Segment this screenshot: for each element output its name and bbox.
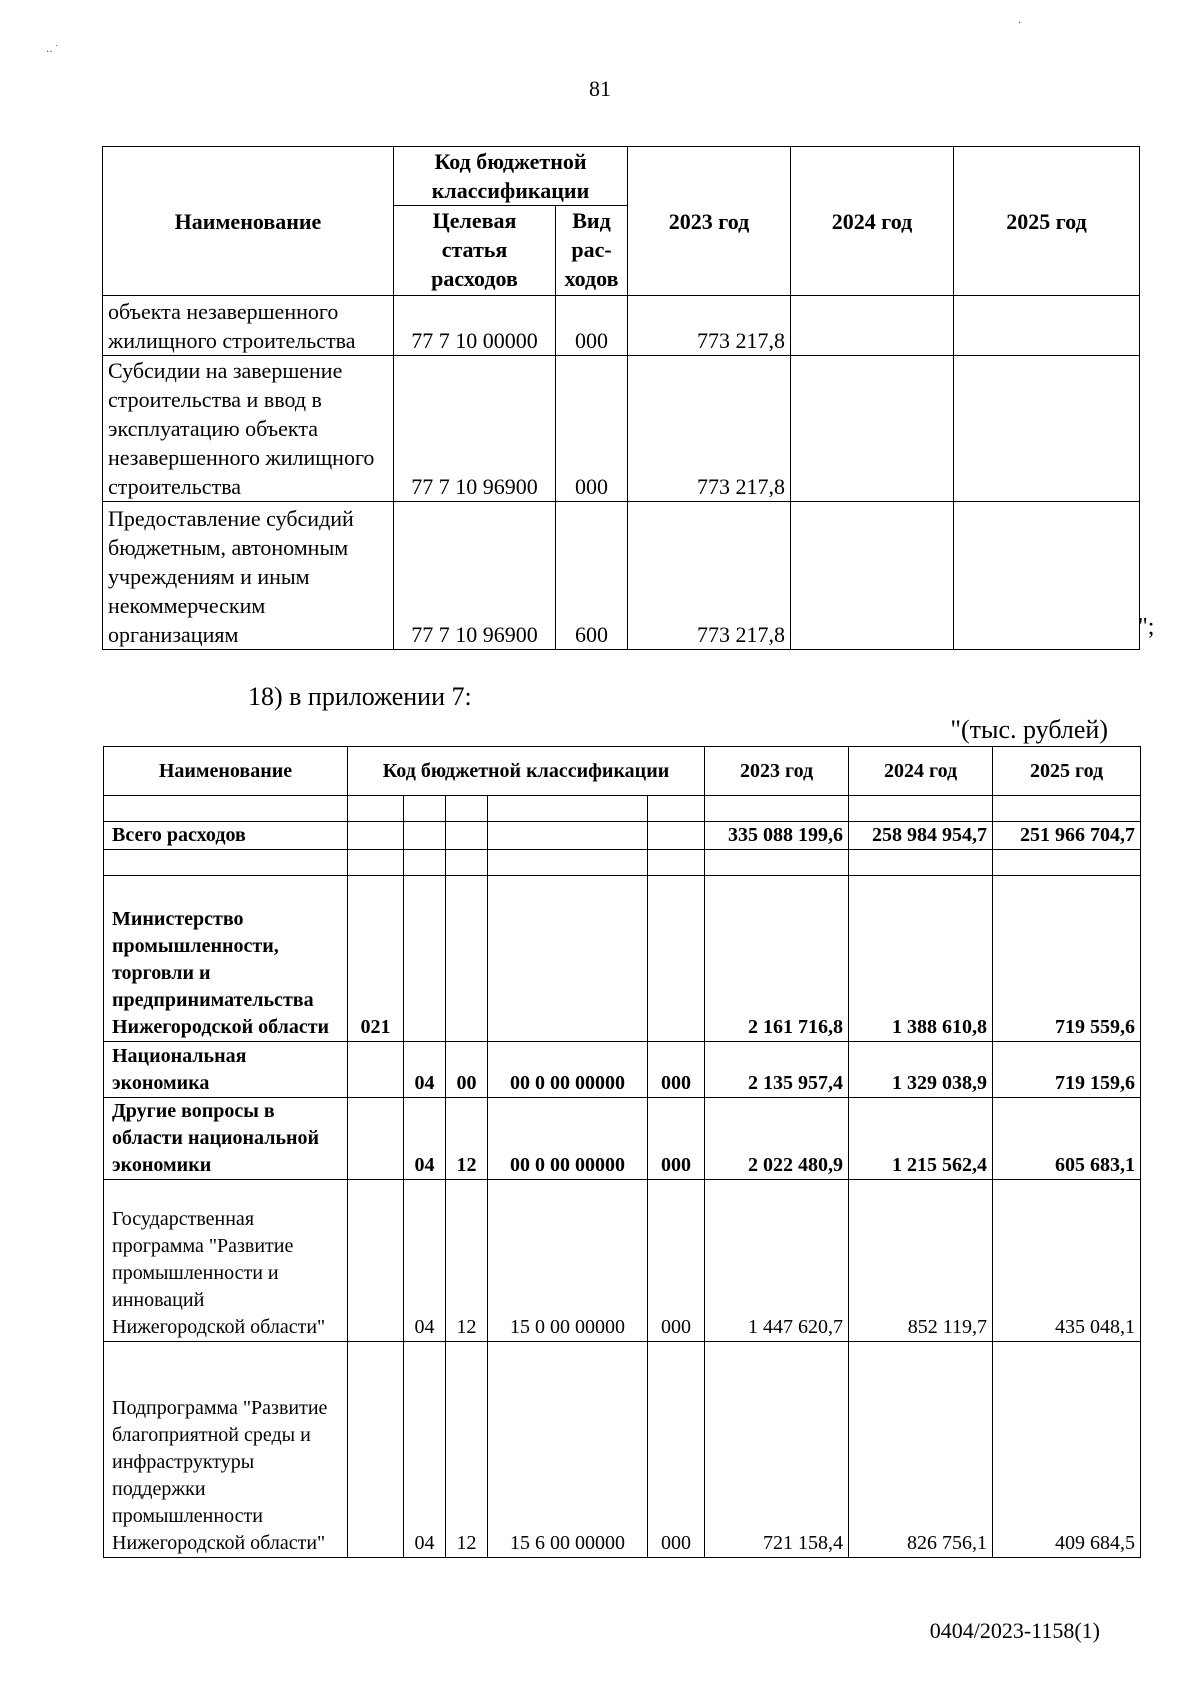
row-2024: 1 215 562,4 xyxy=(849,1098,993,1180)
row-2023: 2 135 957,4 xyxy=(705,1042,849,1098)
row-type: 000 xyxy=(556,296,628,356)
row-2023: 721 158,4 xyxy=(705,1342,849,1558)
document-code: 0404/2023-1158(1) xyxy=(929,1618,1100,1643)
row-2025 xyxy=(954,356,1140,502)
row-ved xyxy=(348,822,404,850)
row-2023: 1 447 620,7 xyxy=(705,1180,849,1342)
row-name: Субсидии на завершение строительства и ввод в эксплуатацию объекта незавершенного жилищного строительства xyxy=(103,356,394,502)
header-2024: 2024 год xyxy=(849,747,993,796)
header-2023: 2023 год xyxy=(628,147,791,296)
row-2024 xyxy=(791,502,954,650)
row-2024: 826 756,1 xyxy=(849,1342,993,1558)
row-2025: 605 683,1 xyxy=(993,1098,1141,1180)
spacer-row xyxy=(104,850,1141,876)
row-ved xyxy=(348,1098,404,1180)
row-2025: 719 559,6 xyxy=(993,876,1141,1042)
row-2025: 251 966 704,7 xyxy=(993,822,1141,850)
row-name: объекта незавершенного жилищного строительства xyxy=(103,296,394,356)
row-name: Министерство промышленности, торговли и предпринимательства Нижегородской области xyxy=(104,876,348,1042)
row-rz: 04 xyxy=(404,1098,446,1180)
row-2024: 1 388 610,8 xyxy=(849,876,993,1042)
section-label: 18) в приложении 7: xyxy=(248,682,472,711)
row-name: Всего расходов xyxy=(104,822,348,850)
row-pr: 12 xyxy=(446,1342,488,1558)
table-row xyxy=(104,1042,1141,1098)
scan-speck: ‥ ˙ xyxy=(46,44,59,55)
header-2025: 2025 год xyxy=(954,147,1140,296)
row-2025 xyxy=(954,296,1140,356)
row-2024 xyxy=(791,356,954,502)
header-expense-type: Вид рас-ходов xyxy=(556,206,628,296)
row-2023: 773 217,8 xyxy=(628,356,791,502)
row-2024 xyxy=(791,296,954,356)
header-target-article: Целевая статья расходов xyxy=(394,206,556,296)
header-2025: 2025 год xyxy=(993,747,1141,796)
row-type: 000 xyxy=(556,356,628,502)
row-cs xyxy=(488,822,648,850)
row-ved: 021 xyxy=(348,876,404,1042)
row-vr xyxy=(648,876,705,1042)
row-ved xyxy=(348,1180,404,1342)
row-ved xyxy=(348,1342,404,1558)
row-pr: 12 xyxy=(446,1180,488,1342)
row-rz: 04 xyxy=(404,1180,446,1342)
budget-table-top xyxy=(102,146,1140,650)
row-2025: 719 159,6 xyxy=(993,1042,1141,1098)
row-type: 600 xyxy=(556,502,628,650)
row-cs: 15 6 00 00000 xyxy=(488,1342,648,1558)
row-2023: 773 217,8 xyxy=(628,502,791,650)
row-name: Подпрограмма "Развитие благоприятной среды и инфраструктуры поддержки промышленности Нижегородской области" xyxy=(104,1342,348,1558)
header-name: Наименование xyxy=(104,747,348,796)
row-rz xyxy=(404,876,446,1042)
scan-speck: · xyxy=(1018,18,1022,29)
table-row xyxy=(103,296,1140,356)
header-2024: 2024 год xyxy=(791,147,954,296)
row-2025: 409 684,5 xyxy=(993,1342,1141,1558)
row-vr: 000 xyxy=(648,1042,705,1098)
row-2025 xyxy=(954,502,1140,650)
table-row xyxy=(104,822,1141,850)
table-row xyxy=(103,356,1140,502)
row-name: Государственная программа "Развитие промышленности и инноваций Нижегородской области" xyxy=(104,1180,348,1342)
row-name: Предоставление субсидий бюджетным, автономным учреждениям и иным некоммерческим организациям xyxy=(103,502,394,650)
row-cs xyxy=(488,876,648,1042)
row-pr xyxy=(446,822,488,850)
table-row xyxy=(104,876,1141,1042)
row-rz: 04 xyxy=(404,1042,446,1098)
row-vr: 000 xyxy=(648,1098,705,1180)
row-2023: 2 022 480,9 xyxy=(705,1098,849,1180)
row-vr: 000 xyxy=(648,1180,705,1342)
header-name: Наименование xyxy=(103,147,394,296)
row-name: Национальная экономика xyxy=(104,1042,348,1098)
row-2024: 258 984 954,7 xyxy=(849,822,993,850)
row-name: Другие вопросы в области национальной экономики xyxy=(104,1098,348,1180)
row-pr: 00 xyxy=(446,1042,488,1098)
units-label: "(тыс. рублей) xyxy=(950,715,1108,744)
header-code: Код бюджетной классификации xyxy=(348,747,705,796)
row-2024: 852 119,7 xyxy=(849,1180,993,1342)
row-vr: 000 xyxy=(648,1342,705,1558)
row-target: 77 7 10 96900 xyxy=(394,356,556,502)
row-2025: 435 048,1 xyxy=(993,1180,1141,1342)
row-pr xyxy=(446,876,488,1042)
table-row xyxy=(103,502,1140,650)
row-vr xyxy=(648,822,705,850)
header-2023: 2023 год xyxy=(705,747,849,796)
row-2023: 773 217,8 xyxy=(628,296,791,356)
row-2023: 2 161 716,8 xyxy=(705,876,849,1042)
row-target: 77 7 10 00000 xyxy=(394,296,556,356)
row-pr: 12 xyxy=(446,1098,488,1180)
row-2024: 1 329 038,9 xyxy=(849,1042,993,1098)
table-row xyxy=(104,1342,1141,1558)
row-cs: 00 0 00 00000 xyxy=(488,1098,648,1180)
budget-table-appendix-7 xyxy=(103,746,1141,1558)
row-cs: 15 0 00 00000 xyxy=(488,1180,648,1342)
table-row xyxy=(104,1180,1141,1342)
row-target: 77 7 10 96900 xyxy=(394,502,556,650)
row-ved xyxy=(348,1042,404,1098)
row-rz: 04 xyxy=(404,1342,446,1558)
page-number: 81 xyxy=(589,76,611,101)
spacer-row xyxy=(104,796,1141,822)
row-rz xyxy=(404,822,446,850)
table-row xyxy=(104,1098,1141,1180)
row-cs: 00 0 00 00000 xyxy=(488,1042,648,1098)
row-2023: 335 088 199,6 xyxy=(705,822,849,850)
header-code-group: Код бюджетной классификации xyxy=(394,147,628,206)
closing-quote-mark: "; xyxy=(1138,614,1155,640)
